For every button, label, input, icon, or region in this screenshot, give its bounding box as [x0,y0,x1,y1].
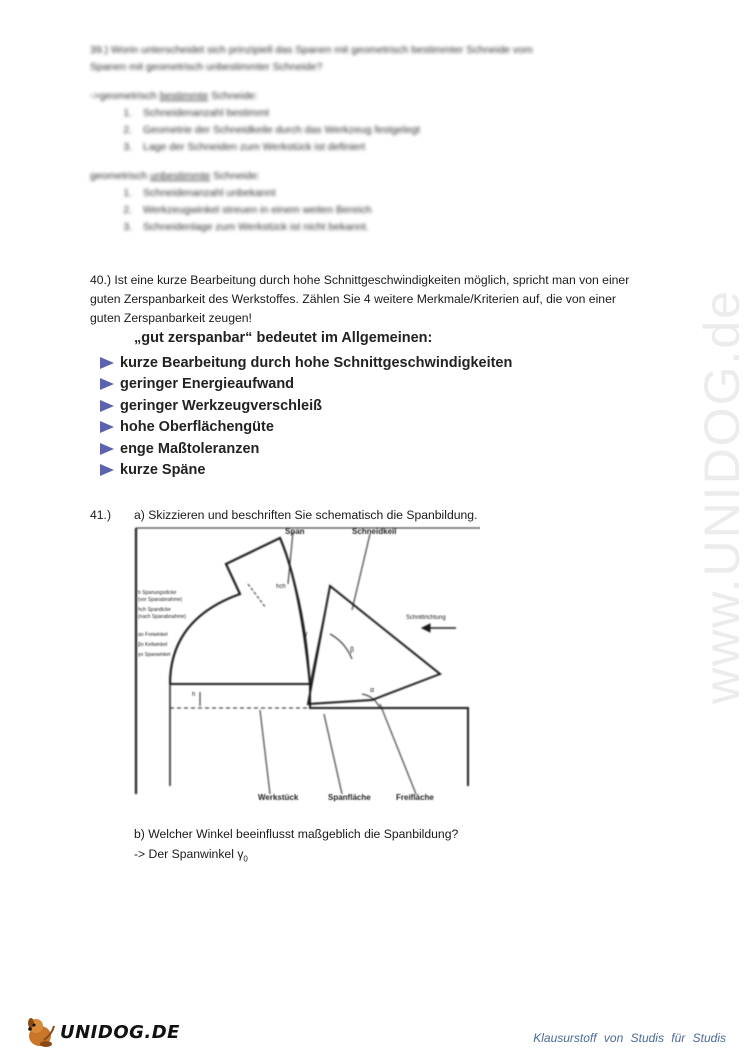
logo-text: UNIDOG.DE [60,1021,180,1043]
gamma-symbol: γ [237,847,244,861]
q41-part-a: a) Skizzieren und beschriften Sie schematisch die Spanbildung. [134,508,478,522]
zerspanbarkeit-slide [100,330,520,481]
triangle-bullet-icon [100,357,114,369]
slide-item: enge Maßtoleranzen [100,438,520,460]
legend-line: (vor Spanabnahme) [138,597,183,603]
legend-line: βo Keilwinkel [138,642,168,648]
angle-gamma: γ [304,631,308,638]
q39-bestimmt-list [90,105,650,156]
q39-question-line2: Spanen mit geometrisch unbestimmter Schneide? [90,61,323,73]
dog-mascot-icon [22,1014,58,1050]
label-freiflaeche: Freifläche [396,793,434,802]
label-h: h [192,692,196,698]
chip-formation-sketch [130,524,480,804]
slide-item: kurze Späne [100,460,520,482]
q40-line3: guten Zerspanbarkeit zeugen! [90,311,252,325]
watermark: www.UNIDOG.de [694,289,750,704]
label-hch: hch [276,584,286,590]
q39-unbestimmt-heading: geometrisch unbestimmte Schneide: [90,170,260,182]
label-span: Span [285,527,305,536]
slide-list [100,352,520,481]
list-item: 1. Schneidenanzahl bestimmt [135,105,650,122]
slide-item: kurze Bearbeitung durch hohe Schnittgeschwindigkeiten [100,352,520,374]
triangle-bullet-icon [100,443,114,455]
slide-item: geringer Werkzeugverschleiß [100,395,520,417]
q41-number: 41.) [90,508,112,522]
angle-beta: β [350,647,355,654]
legend-line: αo Freiwinkel [138,632,168,638]
question-41-b [134,824,458,869]
legend-line: (nach Spanabnahme) [138,614,187,620]
q40-line2: guten Zerspanbarkeit des Werkstoffes. Zählen Sie 4 weitere Merkmale/Kriterien auf, die von einer [90,292,616,306]
angle-alpha: α [370,687,375,694]
q40-line1: 40.) Ist eine kurze Bearbeitung durch hohe Schnittgeschwindigkeiten möglich, spricht man von einer [90,273,630,287]
slide-item: geringer Energieaufwand [100,374,520,396]
list-item: 1. Schneidenanzahl unbekannt [135,185,650,202]
triangle-bullet-icon [100,378,114,390]
triangle-bullet-icon [100,464,114,476]
legend-line: h Spanungsdicke [138,590,177,596]
list-item: 2. Geometrie der Schneidkeile durch das Werkzeug festgelegt [135,122,650,139]
triangle-bullet-icon [100,400,114,412]
slide-item: hohe Oberflächengüte [100,417,520,439]
legend-line: γo Spanwinkel [138,652,171,658]
label-schnittrichtung: Schnittrichtung [406,615,446,621]
q39-question-line1: 39.) Worin unterscheidet sich prinzipiell das Spanen mit geometrisch bestimmter Schneide vom [90,44,533,56]
q39-unbestimmt-list [90,185,650,236]
q41-answer: -> Der Spanwinkel $\gamma_0$ [134,847,248,864]
slide-heading: „gut zerspanbar“ bedeutet im Allgemeinen: [134,330,433,346]
label-werkstueck: Werkstück [258,793,299,802]
list-item: 3. Lage der Schneiden zum Werkstück ist definiert [135,139,650,156]
q39-bestimmt-heading: ->geometrisch bestimmte Schneide: [90,90,258,102]
label-spanflaeche: Spanfläche [328,793,371,802]
question-40 [90,271,665,328]
list-item: 2. Werkzeugwinkel streuen in einem weiten Bereich [135,202,650,219]
footer-tagline: Klausurstoff von Studis für Studis [533,1031,726,1045]
question-39 [90,42,650,236]
unidog-logo [22,1014,180,1050]
triangle-bullet-icon [100,421,114,433]
list-item: 3. Schneidenlage zum Werkstück ist nicht bekannt. [135,219,650,236]
q41-part-b: b) Welcher Winkel beeinflusst maßgeblich die Spanbildung? [134,827,459,841]
label-schneidkeil: Schneidkeil [352,527,397,536]
legend-line: hch Spandicke [138,607,171,613]
